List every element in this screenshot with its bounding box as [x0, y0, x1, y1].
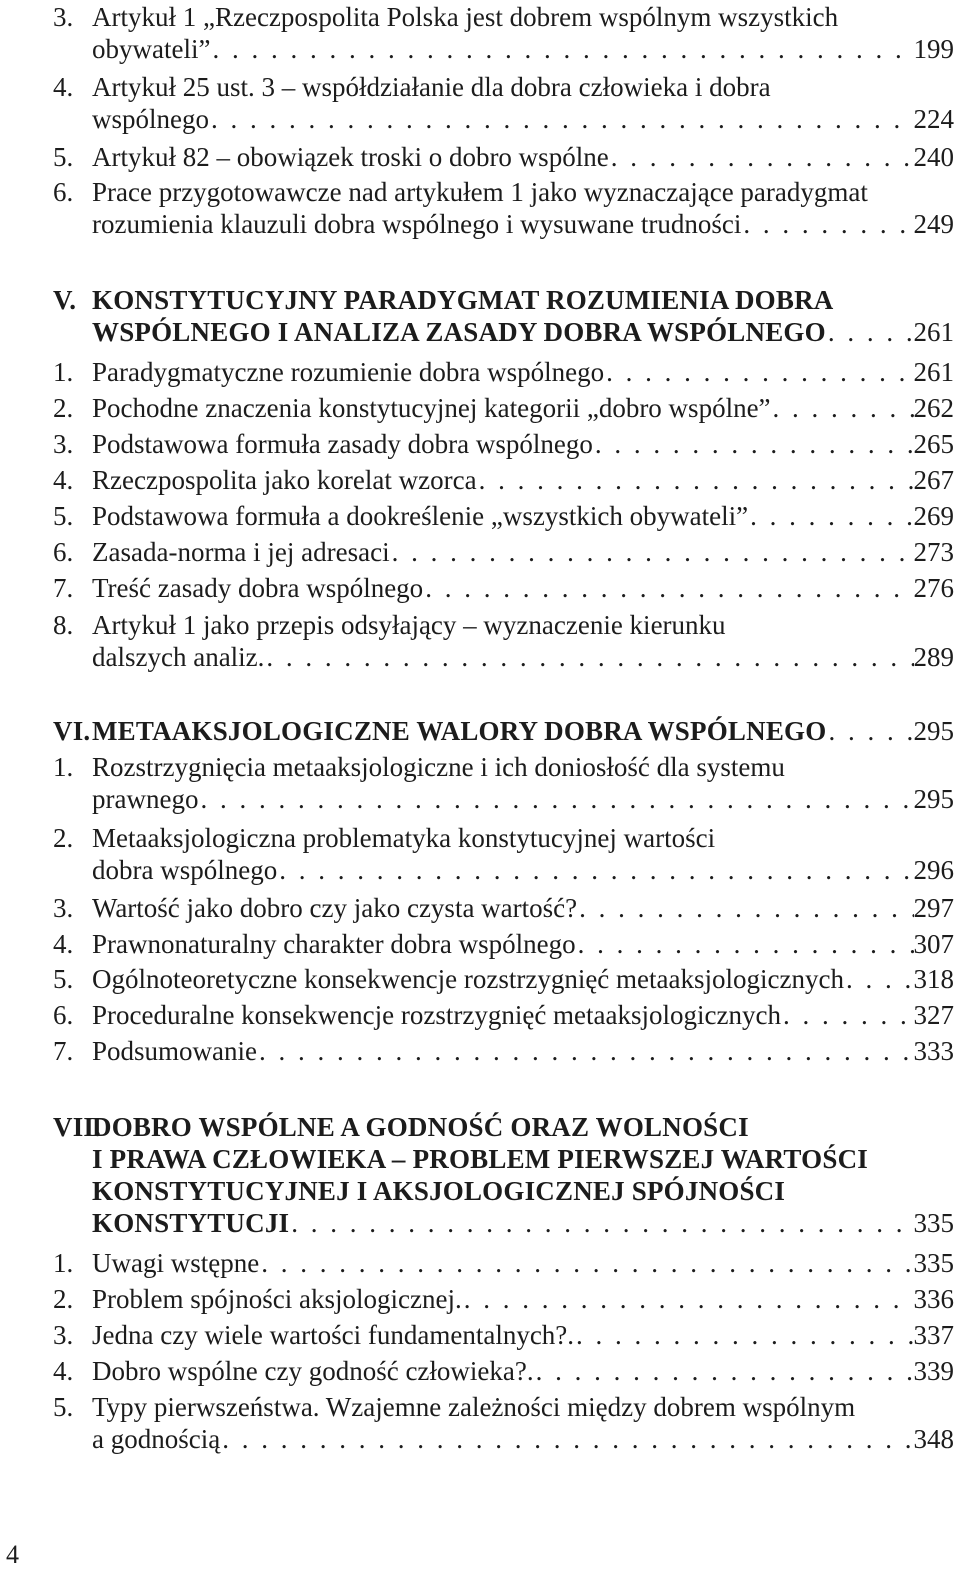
page-reference: 348: [913, 1424, 954, 1454]
entry-title: KONSTYTUCJI: [92, 1208, 290, 1238]
entry-number: 4.: [53, 1356, 74, 1386]
entry-title: Prawnonaturalny charakter dobra wspólnego: [92, 929, 576, 959]
dot-leader: [289, 1206, 913, 1241]
entry-title: DOBRO WSPÓLNE A GODNOŚĆ ORAZ WOLNOŚCI: [92, 1112, 749, 1142]
entry-number: VII.: [53, 1112, 102, 1142]
page-reference: 249: [913, 209, 954, 239]
entry-title-line-with-page: [92, 315, 954, 350]
entry-number: 1.: [53, 1248, 74, 1278]
page-reference: 224: [913, 104, 954, 134]
page-reference: 265: [913, 429, 954, 459]
entry-title-line: [92, 750, 954, 785]
entry-number: 4.: [53, 72, 74, 102]
entry-number: V.: [53, 285, 77, 315]
entry-title: Zasada-norma i jej adresaci: [92, 537, 390, 567]
dot-leader: [220, 1422, 913, 1457]
entry-number: 7.: [53, 1036, 74, 1066]
entry-number: 7.: [53, 573, 74, 603]
dot-leader: [781, 998, 914, 1033]
entry-title: Dobro wspólne czy godność człowieka?.: [92, 1356, 534, 1386]
entry-title: I PRAWA CZŁOWIEKA – PROBLEM PIERWSZEJ WARTOŚCI: [92, 1144, 868, 1174]
entry-title: Rozstrzygnięcia metaaksjologiczne i ich doniosłość dla systemu: [92, 752, 785, 782]
entry-title-line-with-page: [92, 355, 954, 390]
entry-title: Artykuł 1 jako przepis odsyłający – wyznaczenie kierunku: [92, 610, 726, 640]
entry-title-line-with-page: [92, 499, 954, 534]
entry-title: wspólnego: [92, 104, 209, 134]
entry-number: 2.: [53, 393, 74, 423]
entry-title-line-with-page: [92, 998, 954, 1033]
dot-leader: [771, 391, 914, 426]
entry-number: VI.: [53, 716, 91, 746]
dot-leader: [277, 853, 913, 888]
entry-number: 3.: [53, 1320, 74, 1350]
entry-title-line-with-page: [92, 391, 954, 426]
entry-title: a godnością: [92, 1424, 221, 1454]
entry-title: Podstawowa formuła zasady dobra wspólnego: [92, 429, 593, 459]
entry-title: Wartość jako dobro czy jako czysta wartość?: [92, 893, 578, 923]
entry-title-line: [92, 608, 954, 643]
entry-number: 5.: [53, 1392, 74, 1422]
entry-title-line-with-page: [92, 140, 954, 175]
entry-title: Problem spójności aksjologicznej.: [92, 1284, 462, 1314]
entry-title: KONSTYTUCYJNEJ I AKSJOLOGICZNEJ SPÓJNOŚCI: [92, 1176, 786, 1206]
page-reference: 335: [913, 1208, 954, 1238]
entry-title-line-with-page: [92, 714, 954, 749]
dot-leader: [259, 1246, 913, 1281]
entry-title-line: [92, 70, 954, 105]
entry-title: Treść zasady dobra wspólnego: [92, 573, 424, 603]
entry-title-line-with-page: [92, 891, 954, 926]
entry-title-line-with-page: [92, 640, 954, 675]
dot-leader: [741, 207, 913, 242]
page-reference: 262: [913, 393, 954, 423]
entry-title-line-with-page: [92, 32, 954, 67]
page-number: 4: [6, 1540, 19, 1569]
page-reference: 296: [913, 855, 954, 885]
dot-leader: [593, 427, 914, 462]
entry-title: Metaaksjologiczna problematyka konstytucyjnej wartości: [92, 823, 716, 853]
page-reference: 327: [913, 1000, 954, 1030]
entry-title-line: [92, 283, 954, 318]
page-reference: 307: [913, 929, 954, 959]
dot-leader: [210, 32, 913, 67]
entry-title-line: [92, 1110, 954, 1145]
entry-title: Uwagi wstępne: [92, 1248, 260, 1278]
page-reference: 333: [913, 1036, 954, 1066]
entry-title: Typy pierwszeństwa. Wzajemne zależności między dobrem wspólnym: [92, 1392, 856, 1422]
page-reference: 240: [913, 142, 954, 172]
entry-title-line-with-page: [92, 1354, 954, 1389]
dot-leader: [209, 102, 914, 137]
entry-title-line: [92, 1390, 954, 1425]
page-reference: 267: [913, 465, 954, 495]
entry-title-line-with-page: [92, 1282, 954, 1317]
entry-number: 3.: [53, 2, 74, 32]
entry-number: 8.: [53, 610, 74, 640]
entry-title: prawnego: [92, 784, 199, 814]
entry-title: METAAKSJOLOGICZNE WALORY DOBRA WSPÓLNEGO: [92, 716, 827, 746]
page-reference: 318: [913, 964, 954, 994]
entry-number: 4.: [53, 929, 74, 959]
entry-title-line-with-page: [92, 962, 954, 997]
entry-title-line-with-page: [92, 853, 954, 888]
entry-title: Artykuł 25 ust. 3 – współdziałanie dla dobra człowieka i dobra: [92, 72, 771, 102]
entry-title: Jedna czy wiele wartości fundamentalnych?.: [92, 1320, 575, 1350]
page-reference: 289: [913, 642, 954, 672]
entry-title-line-with-page: [92, 1034, 954, 1069]
entry-title: Pochodne znaczenia konstytucyjnej kategorii „dobro wspólne”: [92, 393, 771, 423]
entry-title: WSPÓLNEGO I ANALIZA ZASADY DOBRA WSPÓLNEGO: [92, 317, 826, 347]
dot-leader: [576, 927, 914, 962]
page-reference: 199: [913, 34, 954, 64]
entry-number: 3.: [53, 429, 74, 459]
entry-number: 6.: [53, 177, 74, 207]
entry-number: 1.: [53, 357, 74, 387]
entry-title: Prace przygotowawcze nad artykułem 1 jako wyznaczające paradygmat: [92, 177, 868, 207]
page-reference: 297: [913, 893, 954, 923]
page-reference: 336: [913, 1284, 954, 1314]
entry-title-line: [92, 175, 954, 210]
page-reference: 269: [913, 501, 954, 531]
entry-title: dobra wspólnego: [92, 855, 278, 885]
entry-title: dalszych analiz.: [92, 642, 265, 672]
entry-title: Artykuł 1 „Rzeczpospolita Polska jest dobrem wspólnym wszystkich: [92, 2, 839, 32]
entry-title-line-with-page: [92, 1422, 954, 1457]
entry-title-line-with-page: [92, 463, 954, 498]
entry-title-line-with-page: [92, 1246, 954, 1281]
entry-title-line: [92, 1142, 954, 1177]
dot-leader: [477, 463, 914, 498]
entry-title-line: [92, 0, 954, 35]
dot-leader: [264, 640, 913, 675]
dot-leader: [390, 535, 914, 570]
entry-title: rozumienia klauzuli dobra wspólnego i wysuwane trudności: [92, 209, 742, 239]
entry-number: 1.: [53, 752, 74, 782]
entry-title: Rzeczpospolita jako korelat wzorca: [92, 465, 477, 495]
entry-title-line-with-page: [92, 571, 954, 606]
entry-number: 3.: [53, 893, 74, 923]
page-reference: 261: [913, 357, 954, 387]
entry-title-line-with-page: [92, 535, 954, 570]
entry-number: 2.: [53, 823, 74, 853]
entry-number: 5.: [53, 501, 74, 531]
entry-number: 2.: [53, 1284, 74, 1314]
entry-title: Ogólnoteoretyczne konsekwencje rozstrzygnięć metaaksjologicznych: [92, 964, 844, 994]
dot-leader: [826, 315, 914, 350]
entry-title-line-with-page: [92, 782, 954, 817]
entry-number: 6.: [53, 537, 74, 567]
entry-title-line-with-page: [92, 102, 954, 137]
entry-title-line-with-page: [92, 207, 954, 242]
entry-title-line-with-page: [92, 1206, 954, 1241]
dot-leader: [604, 355, 913, 390]
entry-title: Paradygmatyczne rozumienie dobra wspólnego: [92, 357, 605, 387]
page-reference: 295: [913, 784, 954, 814]
dot-leader: [577, 891, 913, 926]
dot-leader: [574, 1318, 913, 1353]
entry-title: Podsumowanie: [92, 1036, 257, 1066]
dot-leader: [534, 1354, 914, 1389]
dot-leader: [462, 1282, 914, 1317]
entry-title-line-with-page: [92, 927, 954, 962]
entry-title: KONSTYTUCYJNY PARADYGMAT ROZUMIENIA DOBRA: [92, 285, 834, 315]
entry-number: 5.: [53, 964, 74, 994]
dot-leader: [198, 782, 913, 817]
entry-title-line: [92, 821, 954, 856]
page-reference: 335: [913, 1248, 954, 1278]
page-reference: 276: [913, 573, 954, 603]
entry-title-line-with-page: [92, 1318, 954, 1353]
page-reference: 337: [913, 1320, 954, 1350]
dot-leader: [257, 1034, 914, 1069]
entry-title: obywateli”: [92, 34, 211, 64]
page-reference: 261: [913, 317, 954, 347]
page-reference: 273: [913, 537, 954, 567]
entry-title-line: [92, 1174, 954, 1209]
dot-leader: [826, 714, 913, 749]
entry-title-line-with-page: [92, 427, 954, 462]
entry-number: 4.: [53, 465, 74, 495]
entry-title: Podstawowa formuła a dookreślenie „wszystkich obywateli”: [92, 501, 749, 531]
page-reference: 339: [913, 1356, 954, 1386]
dot-leader: [748, 499, 913, 534]
page-reference: 295: [913, 716, 954, 746]
entry-title: Artykuł 82 – obowiązek troski o dobro wspólne: [92, 142, 609, 172]
dot-leader: [844, 962, 914, 997]
dot-leader: [609, 140, 914, 175]
entry-number: 5.: [53, 142, 74, 172]
dot-leader: [423, 571, 913, 606]
entry-number: 6.: [53, 1000, 74, 1030]
entry-title: Proceduralne konsekwencje rozstrzygnięć metaaksjologicznych: [92, 1000, 781, 1030]
